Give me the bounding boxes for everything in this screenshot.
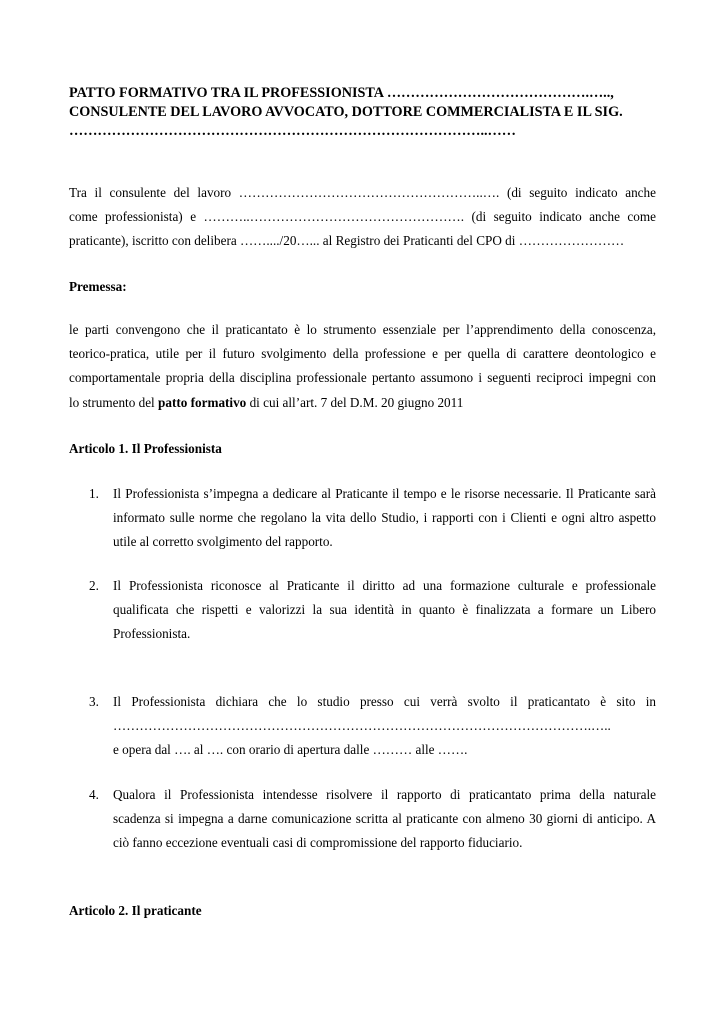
list-item-number: 1. [89,486,99,501]
list-item [69,482,656,555]
articolo-1-heading: Articolo 1. Il Professionista [69,441,222,456]
premessa-line-4 [69,391,656,415]
list-item-line: Il Professionista riconosce al Praticante il diritto ad una formazione culturale e professionale [113,578,656,593]
intro-line-1: Tra il consulente del lavoro ………………………………………………..…. (di seguito indicato anche [69,185,656,200]
list-item-line: Il Professionista s’impegna a dedicare al Praticante il tempo e le risorse necessarie. Il Praticante sarà [113,486,656,501]
list-item-number: 4. [89,787,99,802]
premessa-paragraph [69,318,656,415]
document-title [69,84,659,141]
patto-formativo-bold: patto formativo [158,394,247,410]
title-line-1: PATTO FORMATIVO TRA IL PROFESSIONISTA …………………………………….….., [69,85,614,101]
intro-line-2: come professionista) e ………..…………………………………………. (di seguito indicato anche come [69,209,656,225]
premessa-heading: Premessa: [69,279,127,294]
articolo-2-heading: Articolo 2. Il praticante [69,903,202,918]
premessa-line-2: teorico-pratica, utile per il futuro svolgimento della professione e per quella di carattere deontologico e [69,346,656,362]
title-line-2: CONSULENTE DEL LAVORO AVVOCATO, DOTTORE COMMERCIALISTA E IL SIG. [69,104,623,120]
list-item-line: ciò fanno eccezione eventuali casi di compromissione del rapporto fiduciario. [113,835,523,851]
premessa-line-3: comportamentale propria della disciplina professionale pertanto assumono i seguenti reciproci impegni con [69,370,656,386]
list-item-line: e opera dal …. al …. con orario di apertura dalle ……… alle ……. [113,742,468,758]
list-item-line: Il Professionista dichiara che lo studio presso cui verrà svolto il praticantato è sito in [113,694,656,709]
premessa-line-4-post: di cui all’art. 7 del D.M. 20 giugno 2011 [246,394,464,410]
intro-paragraph [69,181,656,254]
list-item [69,574,656,647]
list-item [69,783,656,856]
list-item-line: Professionista. [113,626,191,642]
list-item [69,690,656,763]
title-line-3: ……………………………………………………………………………..…… [69,123,516,139]
premessa-line-1: le parti convengono che il praticantato è lo strumento essenziale per l’apprendimento della conoscenza, [69,322,656,337]
intro-line-3: praticante), iscritto con delibera ……..../20…... al Registro dei Praticanti del CPO di …………………… [69,233,625,249]
list-item-line: qualificata che rispetti e valorizzi la sua identità in quanto è finalizzata a formare un Libero [113,602,656,618]
premessa-line-4-pre: lo strumento del [69,394,159,410]
list-item-line: Qualora il Professionista intendesse risolvere il rapporto di praticantato prima della naturale [113,787,656,802]
list-item-line: scadenza si impegna a darne comunicazione scritta al praticante con almeno 30 giorni di anticipo. A [113,811,656,827]
list-item-line: ……………………………………………………………………………………………….….. [113,718,611,734]
list-item-line: utile al corretto svolgimento del rapporto. [113,534,333,550]
list-item-number: 3. [89,694,99,709]
list-item-line: informato sulle norme che regolano la vita dello Studio, i rapporti con i Clienti e ogni altro aspetto [113,510,656,526]
list-item-number: 2. [89,578,99,593]
